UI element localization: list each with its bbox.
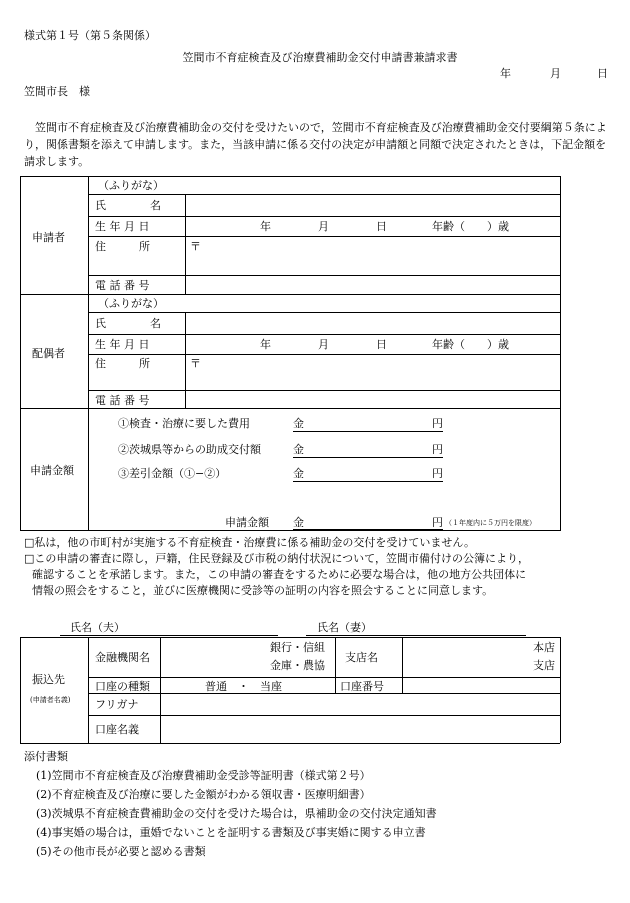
amount-item-subsidy: ②茨城県等からの助成交付額: [118, 443, 261, 456]
intro-paragraph: 笠間市不育症検査及び治療費補助金の交付を受けたいので，笠間市不育症検査及び治療費補助金交付要綱第５条により，関係書類を添えて申請します。また，当該申請に係る交付の決定が申請額と同額で決定されたときは，下記金額を請求します。: [24, 121, 607, 168]
applicant-birth-year: 年: [260, 220, 271, 233]
request-limit-note: （１年度内に５万円を限度）: [445, 519, 536, 527]
request-amount-underline: [293, 529, 443, 530]
consent-records-line1: □この申請の審査に際し，戸籍，住民登録及び市税の納付状況について，笠間市備付けの公簿により，: [24, 552, 529, 565]
request-amount-yen: 円: [432, 516, 443, 529]
bank-honten: 本店: [533, 641, 555, 654]
bank-type-kinko: 金庫・農協: [270, 659, 325, 672]
amount-item-subsidy-kin: 金: [293, 443, 304, 456]
attachment-item: (5)その他市長が必要と認める書類: [36, 845, 206, 858]
amount-item-cost-underline: [293, 431, 443, 432]
applicant-birth-month: 月: [318, 220, 329, 233]
wife-name-label: 氏名（妻）: [317, 621, 372, 634]
attachment-item: (2)不育症検査及び治療に要した金額がわかる領収書・医療明細書）: [36, 788, 371, 801]
spouse-postal-mark: 〒: [190, 357, 201, 370]
consent-no-other-subsidy: □私は，他の市町村が実施する不育症検査・治療費に係る補助金の交付を受けていません。: [24, 536, 476, 549]
spouse-birth-day: 日: [376, 338, 387, 351]
bank-section-note: (申請者名義): [30, 696, 71, 704]
amount-item-cost-kin: 金: [293, 417, 304, 430]
amount-item-cost-yen: 円: [432, 417, 443, 430]
spouse-age: 年齢（ ）歳: [432, 338, 509, 351]
form-title: 笠間市不育症検査及び治療費補助金交付申請書兼請求書: [182, 51, 458, 64]
wife-signature-line: [306, 635, 526, 636]
request-amount-kin: 金: [293, 516, 304, 529]
spouse-furigana-label: （ふりがな）: [98, 297, 164, 310]
spouse-birth-year: 年: [260, 338, 271, 351]
bank-type-bank: 銀行・信組: [270, 641, 325, 654]
amount-item-difference-underline: [293, 481, 443, 482]
spouse-birth-label: 生 年 月 日: [95, 338, 150, 351]
addressee: 笠間市長 様: [24, 85, 90, 98]
amount-item-difference: ③差引金額（①−②）: [118, 467, 227, 480]
husband-signature-line: [60, 635, 278, 636]
applicant-name-label: 氏 名: [95, 199, 161, 212]
attachment-item: (3)茨城県不育症検査費補助金の交付を受けた場合は，県補助金の交付決定通知書: [36, 807, 437, 820]
account-number-label: 口座番号: [340, 680, 384, 693]
husband-name-label: 氏名（夫）: [70, 621, 125, 634]
amount-item-difference-yen: 円: [432, 467, 443, 480]
request-amount-label: 申請金額: [225, 516, 269, 529]
bank-shiten: 支店: [533, 659, 555, 672]
account-holder-label: 口座名義: [95, 723, 139, 736]
date-year: 年: [500, 67, 511, 80]
applicant-phone-label: 電 話 番 号: [95, 279, 150, 292]
consent-records-line2: 確認することを承諾します。また，この申請の審査をするために必要な場合は，他の地方公共団体に: [32, 568, 527, 581]
amount-item-cost: ①検査・治療に要した費用: [118, 417, 250, 430]
form-number: 様式第１号（第５条関係）: [24, 29, 156, 42]
account-type-options: 普通 ・ 当座: [205, 680, 282, 693]
amount-section-label: 申請金額: [30, 464, 74, 477]
applicant-section-label: 申請者: [32, 231, 65, 244]
spouse-name-label: 氏 名: [95, 317, 161, 330]
applicant-address-label: 住 所: [95, 240, 150, 253]
bank-institution-label: 金融機関名: [95, 651, 150, 664]
attachment-item: (4)事実婚の場合は，重婚でないことを証明する書類及び事実婚に関する申立書: [36, 826, 426, 839]
date-day: 日: [597, 67, 608, 80]
account-furigana-label: フリガナ: [95, 698, 139, 711]
bank-branch-label: 支店名: [345, 651, 378, 664]
attachment-item: (1)笠間市不育症検査及び治療費補助金受診等証明書（様式第２号）: [36, 769, 371, 782]
applicant-birth-day: 日: [376, 220, 387, 233]
amount-item-subsidy-underline: [293, 457, 443, 458]
spouse-address-label: 住 所: [95, 357, 150, 370]
applicant-age: 年齢（ ）歳: [432, 220, 509, 233]
account-type-label: 口座の種類: [95, 680, 150, 693]
applicant-postal-mark: 〒: [190, 240, 201, 253]
spouse-section-label: 配偶者: [32, 347, 65, 360]
date-month: 月: [550, 67, 561, 80]
consent-records-line3: 情報の照会をすること，並びに医療機関に受診等の証明の内容を照会することに同意します。: [32, 584, 494, 597]
applicant-birth-label: 生 年 月 日: [95, 220, 150, 233]
spouse-phone-label: 電 話 番 号: [95, 394, 150, 407]
spouse-birth-month: 月: [318, 338, 329, 351]
applicant-furigana-label: （ふりがな）: [98, 179, 164, 192]
amount-item-subsidy-yen: 円: [432, 443, 443, 456]
amount-item-difference-kin: 金: [293, 467, 304, 480]
attachments-title: 添付書類: [24, 750, 68, 763]
bank-section-label: 振込先: [32, 673, 65, 686]
